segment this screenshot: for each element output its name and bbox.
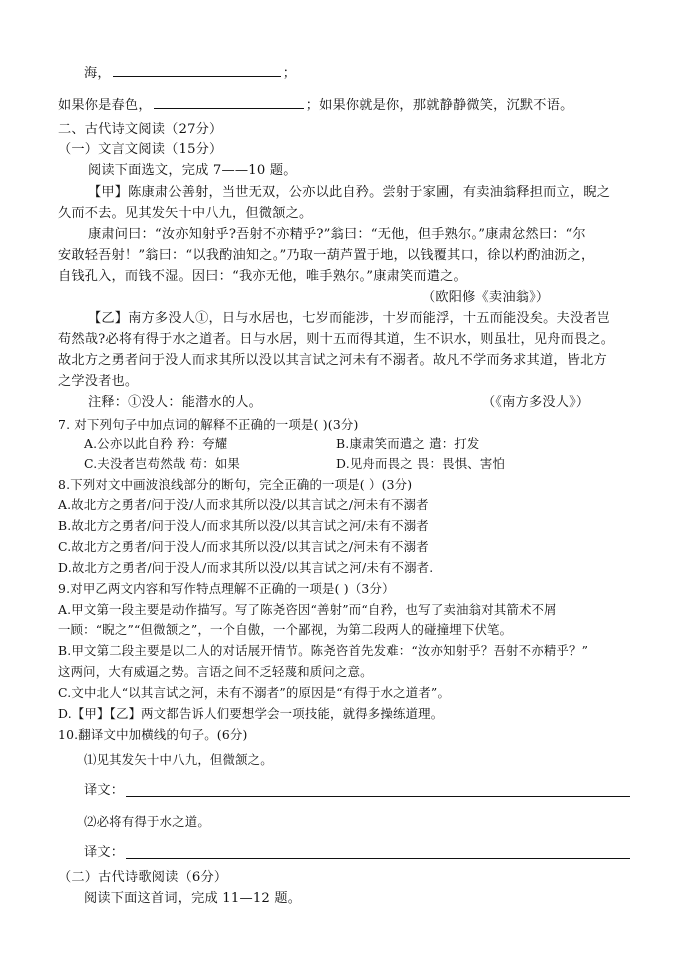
translation-label: 译文： bbox=[84, 845, 125, 860]
passage-jia: 久而不去。见其发矢十中八九，但微颔之。 bbox=[58, 206, 313, 221]
section-heading: 二、古代诗文阅读（27分） bbox=[58, 122, 223, 137]
poem-line-spring bbox=[58, 96, 573, 115]
passage-yi: 【乙】南方多没人①，日与水居也，七岁而能涉，十岁而能浮，十五而能没矣。夫没者岂 bbox=[88, 311, 611, 326]
option-a[interactable]: A.甲文第一段主要是动作描写。写了陈尧咨因“善射”而“自矜，也写了卖油翁对其箭术不屑 bbox=[58, 602, 557, 617]
option-c[interactable]: C.夫没者岂苟然哉 苟：如果 bbox=[84, 456, 241, 471]
passage-yi: 之学没者也。 bbox=[58, 374, 139, 389]
subsection-heading: （一）文言文阅读（15分） bbox=[58, 142, 223, 157]
translation-label: 译文： bbox=[84, 783, 125, 798]
question-10: 10.翻译文中加横线的句子。(6分) bbox=[58, 727, 248, 742]
text: ；如果你就是你，那就静静微笑，沉默不语。 bbox=[305, 98, 574, 113]
blank-line[interactable] bbox=[113, 64, 281, 77]
source-citation: （《南方多没人》） bbox=[482, 395, 590, 410]
translation-answer-line[interactable] bbox=[126, 796, 630, 797]
option-b-cont: 这两问，大有威逼之势。言语之间不乏轻蔑和质问之意。 bbox=[58, 664, 373, 679]
passage-yi: 苟然哉?必将有得于水之道者。日与水居，则十五而得其道，生不识水，则虽壮，见舟而畏之。 bbox=[58, 332, 615, 347]
annotation: 注释：①没人：能潜水的人。 bbox=[88, 395, 263, 410]
blank-line[interactable] bbox=[154, 96, 304, 109]
text: 海， bbox=[84, 66, 111, 81]
translate-sentence-1: ⑴见其发矢十中八九，但微颔之。 bbox=[84, 752, 273, 767]
translate-sentence-2: ⑵必将有得于水之道。 bbox=[84, 814, 210, 829]
subsection-heading: （二）古代诗歌阅读（6分） bbox=[58, 870, 228, 885]
option-b[interactable]: B.康肃笑而遣之 遣：打发 bbox=[336, 436, 480, 451]
option-a-cont: 一顾：“睨之”“但微颔之”，一个自傲，一个鄙视，为第二段两人的碰撞埋下伏笔。 bbox=[58, 622, 513, 637]
source-citation: （欧阳修《卖油翁》） bbox=[422, 290, 550, 305]
option-d[interactable]: D.【甲】【乙】两文都告诉人们要想学会一项技能，就得多操练道理。 bbox=[58, 706, 444, 721]
translation-answer-line[interactable] bbox=[126, 858, 630, 859]
option-a[interactable]: A.故北方之勇者/问于没/人而求其所以没/以其言试之/河未有不溺者 bbox=[58, 497, 429, 512]
passage-jia: 康肃问曰：“汝亦知射乎?吾射不亦精乎?”翁曰：“无他，但手熟尔。”康肃忿然曰：“尔 bbox=[88, 227, 586, 242]
option-a[interactable]: A.公亦以此自矜 矜：夸耀 bbox=[84, 436, 228, 451]
question-9: 9.对甲乙两文内容和写作特点理解不正确的一项是( )（3分） bbox=[58, 581, 395, 596]
question-8: 8.下列对文中画波浪线部分的断句，完全正确的一项是( ）(3分) bbox=[58, 477, 413, 492]
text: ； bbox=[282, 66, 297, 81]
option-c[interactable]: C.故北方之勇者/问于没人/而求其所以没/以其言试之/河未有不溺者 bbox=[58, 539, 429, 554]
question-7: 7. 对下列句子中加点词的解释不正确的一项是( )(3分) bbox=[58, 417, 359, 432]
passage-jia: 【甲】陈康肃公善射，当世无双，公亦以此自矜。尝射于家圃，有卖油翁释担而立，睨之 bbox=[88, 185, 611, 200]
option-d[interactable]: D.故北方之勇者/问于没人/而求其所以没/以其言试之河/未有不溺者. bbox=[58, 560, 434, 575]
passage-yi: 故北方之勇者问于没人而求其所以没以其言试之河未有不溺者。故凡不学而务求其道，皆北方 bbox=[58, 353, 607, 368]
instruction: 阅读下面这首词，完成 11—12 题。 bbox=[84, 891, 302, 906]
option-d[interactable]: D.见舟而畏之 畏：畏惧、害怕 bbox=[336, 456, 506, 471]
passage-jia: 自钱孔入，而钱不湿。因曰：“我亦无他，唯手熟尔。”康肃笑而遣之。 bbox=[58, 269, 467, 284]
text: 如果你是春色， bbox=[58, 98, 152, 113]
instruction: 阅读下面选文，完成 7——10 题。 bbox=[88, 163, 297, 178]
poem-line-sea bbox=[84, 64, 296, 83]
option-b[interactable]: B.故北方之勇者/问于没人/而求其所以没/以其言试之河/未有不溺者 bbox=[58, 518, 429, 533]
option-b[interactable]: B.甲文第二段主要是以二人的对话展开情节。陈尧咨首先发难：“汝亦知射乎？吾射不亦精乎？” bbox=[58, 643, 589, 658]
option-c[interactable]: C.文中北人“以其言试之河，未有不溺者”的原因是“有得于水之道者”。 bbox=[58, 685, 451, 700]
passage-jia: 安敢轻吾射！”翁曰：“以我酌油知之。”乃取一葫芦置于地，以钱覆其口，徐以杓酌油沥之， bbox=[58, 248, 595, 263]
